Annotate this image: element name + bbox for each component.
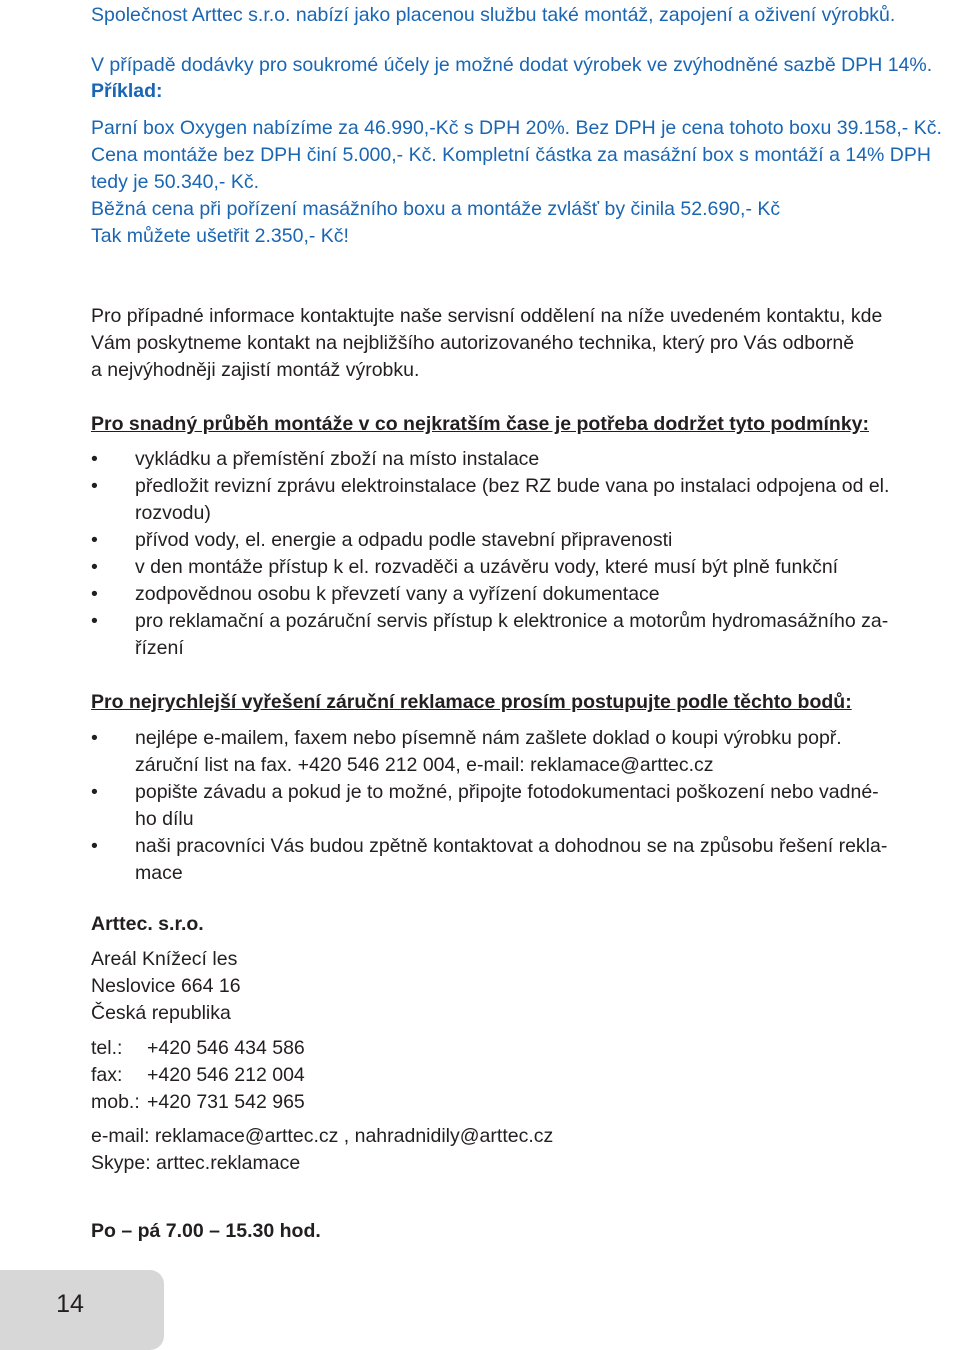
address-line-3: Česká republika — [91, 1002, 231, 1024]
fax-line — [91, 1062, 951, 1089]
example-line-3: tedy je 50.340,- Kč. — [91, 171, 260, 193]
bullet-icon: • — [91, 448, 98, 470]
bullet-icon: • — [91, 475, 98, 497]
example-line-4: Běžná cena při pořízení masážního boxu a montáže zvlášť by činila 52.690,- Kč — [91, 198, 781, 220]
skype-line: Skype: arttec.reklamace — [91, 1152, 301, 1174]
page-number: 14 — [56, 1290, 84, 1318]
mob-value: +420 731 542 965 — [147, 1091, 305, 1113]
office-hours: Po – pá 7.00 – 15.30 hod. — [91, 1220, 321, 1242]
info-line-2: Vám poskytneme kontakt na nejbližšího autorizovaného technika, který pro Vás odborně — [91, 332, 855, 354]
bullet-icon: • — [91, 556, 98, 578]
tel-label: tel.: — [91, 1037, 123, 1059]
conditions-section — [91, 411, 951, 662]
list-item: • v den montáže přístup k el. rozvaděči a uzávěru vody, které musí být plně funkční — [91, 554, 951, 581]
claims-section — [91, 689, 951, 887]
conditions-list — [91, 446, 951, 662]
example-line-2: Cena montáže bez DPH činí 5.000,- Kč. Kompletní částka za masážní box s montáží a 14% DPH — [91, 144, 931, 166]
intro-line-1: Společnost Arttec s.r.o. nabízí jako placenou službu také montáž, zapojení a oživení výrobků. — [91, 4, 896, 26]
list-item: • naši pracovníci Vás budou zpětně kontaktovat a dohodnou se na způsobu řešení rekla- mace — [91, 835, 888, 884]
example-heading: Příklad: — [91, 80, 163, 102]
address-line-2: Neslovice 664 16 — [91, 975, 241, 997]
bullet-icon: • — [91, 529, 98, 551]
intro-line-2: V případě dodávky pro soukromé účely je možné dodat výrobek ve zvýhodněné sazbě DPH 14%. — [91, 54, 933, 76]
list-item: • nejlépe e-mailem, faxem nebo písemně nám zašlete doklad o koupi výrobku popř. záruční list na fax. +420 546 212 004, e-mail: reklamace@arttec.cz — [91, 727, 842, 776]
list-item: • přívod vody, el. energie a odpadu podle stavební připravenosti — [91, 527, 951, 554]
claims-heading: Pro nejrychlejší vyřešení záruční reklamace prosím postupujte podle těchto bodů: — [91, 691, 852, 713]
fax-value: +420 546 212 004 — [147, 1064, 305, 1086]
address-line-1: Areál Knížecí les — [91, 948, 238, 970]
bullet-icon: • — [91, 583, 98, 605]
list-item: • vykládku a přemístění zboží na místo instalace — [91, 446, 951, 473]
info-line-3: a nejvýhodněji zajistí montáž výrobku. — [91, 359, 420, 381]
email-line: e-mail: reklamace@arttec.cz , nahradnidily@arttec.cz — [91, 1125, 554, 1147]
list-item: • předložit revizní zprávu elektroinstalace (bez RZ bude vana po instalaci odpojena od el. rozvodu) — [91, 475, 890, 524]
mob-line — [91, 1089, 951, 1116]
info-line-1: Pro případné informace kontaktujte naše servisní oddělení na níže uvedeném kontaktu, kde — [91, 305, 883, 327]
example-line-1: Parní box Oxygen nabízíme za 46.990,-Kč s DPH 20%. Bez DPH je cena tohoto boxu 39.158,- Kč. — [91, 117, 942, 139]
intro-section — [91, 2, 951, 79]
list-item: • pro reklamační a pozáruční servis přístup k elektronice a motorům hydromasážního za- řízení — [91, 610, 889, 659]
tel-line — [91, 1035, 951, 1062]
bullet-icon: • — [91, 727, 98, 749]
bullet-icon: • — [91, 610, 98, 632]
claims-list — [91, 725, 951, 887]
mob-label: mob.: — [91, 1091, 140, 1113]
info-paragraph — [91, 303, 951, 384]
list-item: • zodpovědnou osobu k převzetí vany a vyřízení dokumentace — [91, 581, 951, 608]
bullet-icon: • — [91, 835, 98, 857]
tel-value: +420 546 434 586 — [147, 1037, 305, 1059]
example-section — [91, 78, 951, 250]
fax-label: fax: — [91, 1064, 123, 1086]
company-name: Arttec. s.r.o. — [91, 913, 204, 935]
bullet-icon: • — [91, 781, 98, 803]
company-section — [91, 911, 951, 1245]
example-line-5: Tak můžete ušetřit 2.350,- Kč! — [91, 225, 349, 247]
conditions-heading: Pro snadný průběh montáže v co nejkratším čase je potřeba dodržet tyto podmínky: — [91, 413, 870, 435]
list-item: • popište závadu a pokud je to možné, připojte fotodokumentaci poškození nebo vadné- ho dílu — [91, 781, 879, 830]
